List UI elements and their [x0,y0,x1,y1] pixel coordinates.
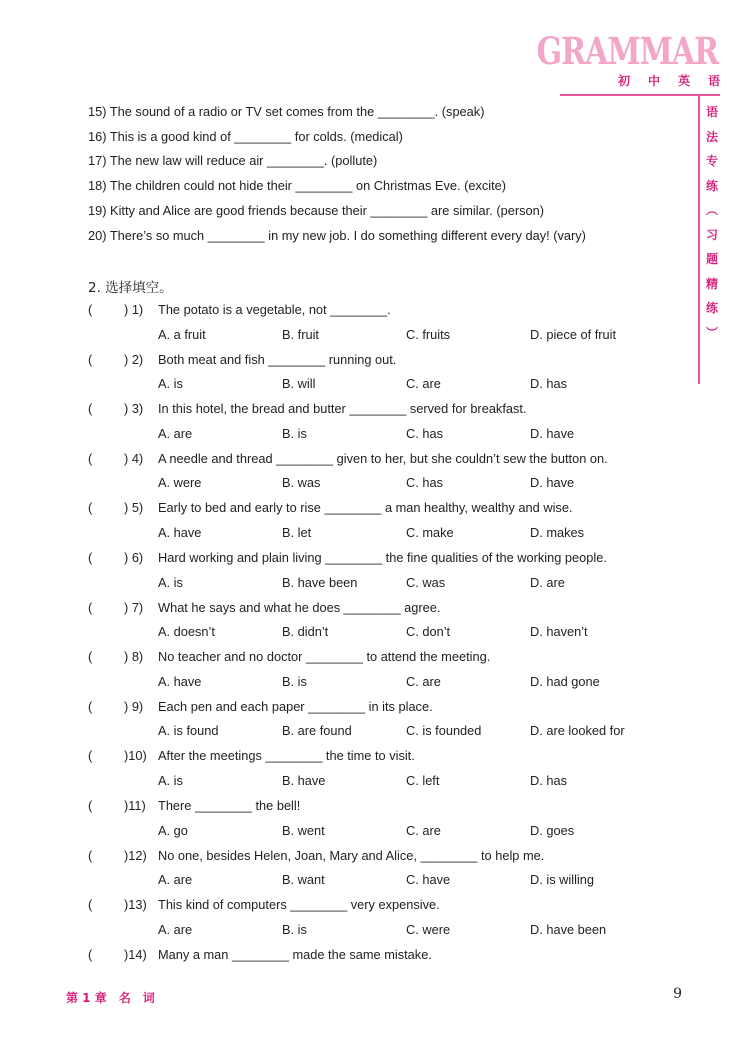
answer-bracket: ( [88,798,93,813]
question-text: No one, besides Helen, Joan, Mary and Alice, ________ to help me. [158,847,545,863]
question-number: ) 9) [124,698,144,714]
question-number: ) 8) [124,649,144,665]
brand-logo: GRAMMAR [536,30,718,74]
answer-option: D. haven’t [530,624,588,640]
side-title-char: 语 [705,105,718,119]
answer-option: C. were [406,921,451,937]
answer-option: B. let [282,525,312,540]
answer-option: A. have [158,525,202,540]
answer-option: B. will [282,376,316,392]
page-number: 9 [673,986,682,1002]
question-text: What he says and what he does ________ agree. [158,599,441,615]
answer-option: A. go [158,822,188,838]
exercise-line: 16) This is a good kind of ________ for colds. (medical) [88,129,403,144]
answer-option: A. is [158,376,183,392]
question-number: ) 4) [124,450,144,466]
answer-option: A. are [158,425,193,441]
side-title-char: 练 [705,178,718,193]
answer-option: B. fruit [282,326,319,342]
question-number: ) 7) [124,599,144,615]
answer-option: D. have [530,425,575,441]
brand-subtitle [618,72,720,89]
answer-option: A. a fruit [158,326,206,342]
answer-option: B. is [282,425,307,441]
answer-option: C. are [406,376,441,392]
exercise-line: 19) Kitty and Alice are good friends because their ________ are similar. (person) [88,203,544,218]
answer-bracket: ( [88,450,93,466]
answer-option: A. doesn’t [158,624,215,640]
question-number: ) 6) [124,550,144,565]
answer-option: A. are [158,921,193,937]
answer-option: B. didn’t [282,624,329,640]
answer-option: C. are [406,673,441,689]
side-title-char: 题 [705,252,718,266]
answer-option: D. are [530,574,565,590]
exercise-line: 15) The sound of a radio or TV set comes from the ________. (speak) [88,104,485,119]
subtitle-char: 中 [647,74,660,88]
answer-option: B. is [282,921,307,937]
answer-option: D. is willing [530,872,594,888]
answer-bracket: ( [88,946,93,962]
chapter-label: 第 1 章 名 词 [66,991,155,1005]
question-number: )13) [124,897,147,913]
side-title-char: 习 [705,227,718,242]
answer-option: D. has [530,376,567,392]
answer-option: C. was [406,574,446,590]
header-divider [560,94,720,96]
answer-option: A. is [158,574,183,590]
section-title: 2. 选择填空。 [88,280,173,296]
question-text: Hard working and plain living ________ the fine qualities of the working people. [158,550,607,565]
answer-option: D. are looked for [530,723,625,739]
answer-option: C. have [406,872,451,888]
side-title-char: 练 [705,301,718,315]
subtitle-char: 初 [617,74,630,88]
question-number: )14) [124,946,147,962]
answer-bracket: ( [88,847,93,863]
question-text: The potato is a vegetable, not ________. [158,302,391,317]
subtitle-char: 英 [677,74,690,88]
question-number: ) 1) [124,302,144,317]
answer-option: C. has [406,425,443,441]
question-text: This kind of computers ________ very expensive. [158,897,440,913]
answer-bracket: ( [88,649,93,665]
answer-bracket: ( [88,550,93,565]
answer-bracket: ( [88,351,93,367]
answer-option: B. was [282,475,321,491]
question-text: A needle and thread ________ given to her, but she couldn’t sew the button on. [158,450,608,466]
answer-bracket: ( [88,401,93,417]
side-divider [698,94,700,384]
question-text: Early to bed and early to rise ________ a man healthy, wealthy and wise. [158,500,573,516]
answer-option: D. have been [530,921,607,937]
answer-option: A. is found [158,723,219,739]
answer-bracket: ( [88,748,93,764]
question-text: Each pen and each paper ________ in its place. [158,698,433,714]
answer-bracket: ( [88,698,93,714]
question-number: )12) [124,847,147,863]
exercise-line: 17) The new law will reduce air ________. (pollute) [88,153,378,168]
answer-option: B. went [282,822,325,838]
answer-option: D. has [530,773,567,788]
answer-option: A. have [158,673,202,689]
question-text: Many a man ________ made the same mistake. [158,946,432,962]
subtitle-char: 语 [707,74,720,88]
question-text: Both meat and fish ________ running out. [158,351,397,367]
side-title-char: 专 [705,154,718,168]
side-title-char: 法 [705,129,718,144]
side-title-char: ︶ [705,325,718,340]
question-text: No teacher and no doctor ________ to attend the meeting. [158,649,491,665]
answer-option: D. have [530,475,575,491]
question-number: ) 5) [124,500,144,516]
answer-option: C. make [406,525,454,540]
question-number: )10) [124,748,147,764]
answer-option: A. are [158,872,193,888]
answer-option: C. are [406,822,441,838]
answer-option: B. are found [282,723,352,739]
exercise-line: 20) There’s so much ________ in my new job. I do something different every day! (vary) [88,228,586,243]
answer-bracket: ( [88,897,93,913]
answer-option: C. left [406,773,440,788]
answer-option: D. piece of fruit [530,326,617,342]
answer-option: D. makes [530,525,585,540]
question-number: ) 2) [124,351,144,367]
answer-option: B. have [282,773,326,788]
answer-option: A. were [158,475,202,491]
answer-option: C. fruits [406,326,451,342]
side-title-char: ︵ [705,203,718,217]
answer-option: D. goes [530,822,575,838]
answer-option: C. don’t [406,624,451,640]
question-text: In this hotel, the bread and butter ________ served for breakfast. [158,401,527,417]
question-number: )11) [124,798,146,813]
answer-option: B. is [282,673,307,689]
side-title [704,100,720,345]
answer-option: B. have been [282,574,358,590]
answer-option: C. has [406,475,443,491]
question-number: ) 3) [124,401,144,417]
answer-option: D. had gone [530,673,600,689]
answer-bracket: ( [88,599,93,615]
question-text: There ________ the bell! [158,798,301,813]
answer-bracket: ( [88,302,93,317]
answer-bracket: ( [88,500,93,516]
question-text: After the meetings ________ the time to visit. [158,748,415,764]
answer-option: B. want [282,872,325,888]
exercise-line: 18) The children could not hide their ________ on Christmas Eve. (excite) [88,178,507,193]
answer-option: C. is founded [406,723,482,739]
answer-option: A. is [158,773,183,788]
side-title-char: 精 [705,276,718,291]
